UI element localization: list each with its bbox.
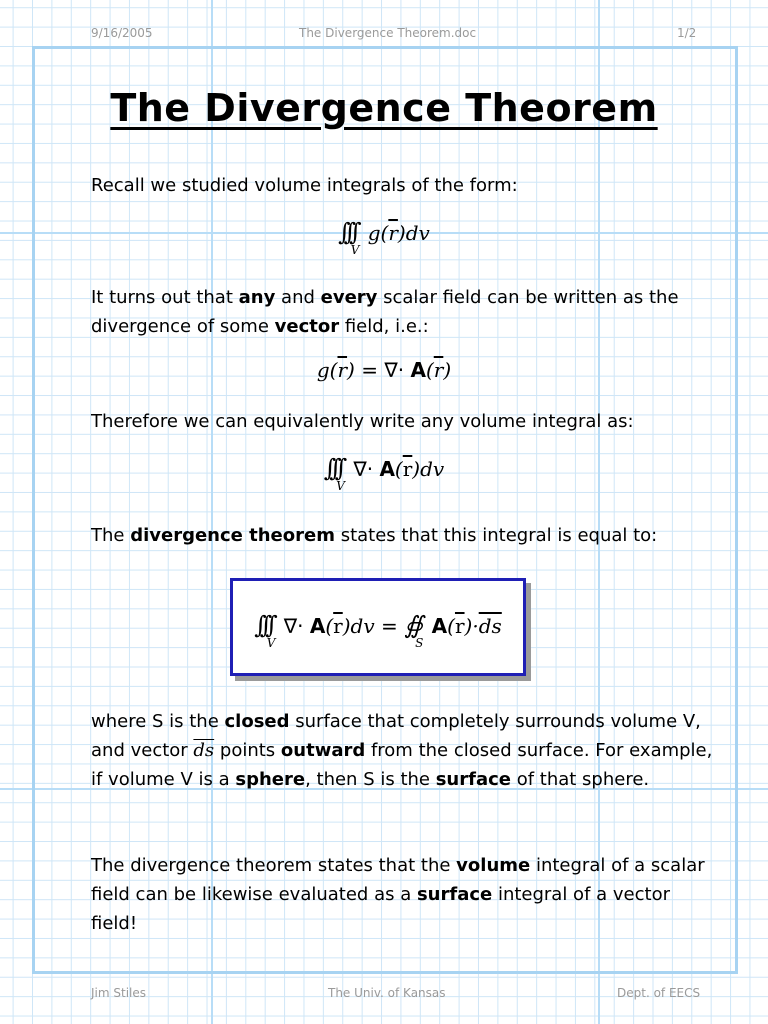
page-title: The Divergence Theorem xyxy=(110,86,658,130)
header-date: 9/16/2005 xyxy=(91,26,153,40)
paragraph-2: It turns out that any and every scalar field can be written as the divergence of some vector field, i.e.: xyxy=(91,287,679,337)
equation-volume-divergence: $\int\int\int_V$ ∇· $A(\overline{r})dv$ xyxy=(323,454,445,493)
paragraph-6: The divergence theorem states that the volume integral of a scalar field can be likewise evaluated as a surface integral of a vector field! xyxy=(91,855,705,934)
equation-divergence: $g(\overline{r})$ = ∇· $A(\overline{r})$ xyxy=(316,358,452,382)
equation-divergence-theorem: $\int\int\int_V$ ∇· $A(\overline{r})dv$ = $∯_S$ $A(\overline{r})\cdot\overline{ds}$ xyxy=(254,611,502,650)
header-filename: The Divergence Theorem.doc xyxy=(299,26,477,40)
closed-surface-integral-symbol: ∯ xyxy=(404,611,420,639)
triple-integral-symbol: ∫∫∫ xyxy=(338,218,355,246)
header-page: 1/2 xyxy=(677,26,697,40)
integrand: g xyxy=(367,221,381,245)
divergence-theorem-box xyxy=(230,578,526,676)
footer-university: The Univ. of Kansas xyxy=(328,986,446,1000)
footer-dept: Dept. of EECS xyxy=(617,986,701,1000)
paragraph-1: Recall we studied volume integrals of the form: xyxy=(91,175,518,196)
differential: dv xyxy=(405,221,430,245)
paragraph-4: The divergence theorem states that this integral is equal to: xyxy=(91,525,658,546)
paragraph-5: where S is the closed surface that completely surrounds volume V, and vector $\overline{ds}$ points outward from the closed surface. For example, if volume V is a sphere, then S is the surface of that sphere. xyxy=(91,711,713,790)
equation-volume-integral: $\int\int\int_V$ $g(\overline{r})dv$ xyxy=(338,218,430,257)
footer-author: Jim Stiles xyxy=(91,986,147,1000)
region-label: V xyxy=(350,243,360,257)
paragraph-3: Therefore we can equivalently write any volume integral as: xyxy=(91,411,634,432)
position-vector: $\overline{r}$ xyxy=(388,221,398,245)
